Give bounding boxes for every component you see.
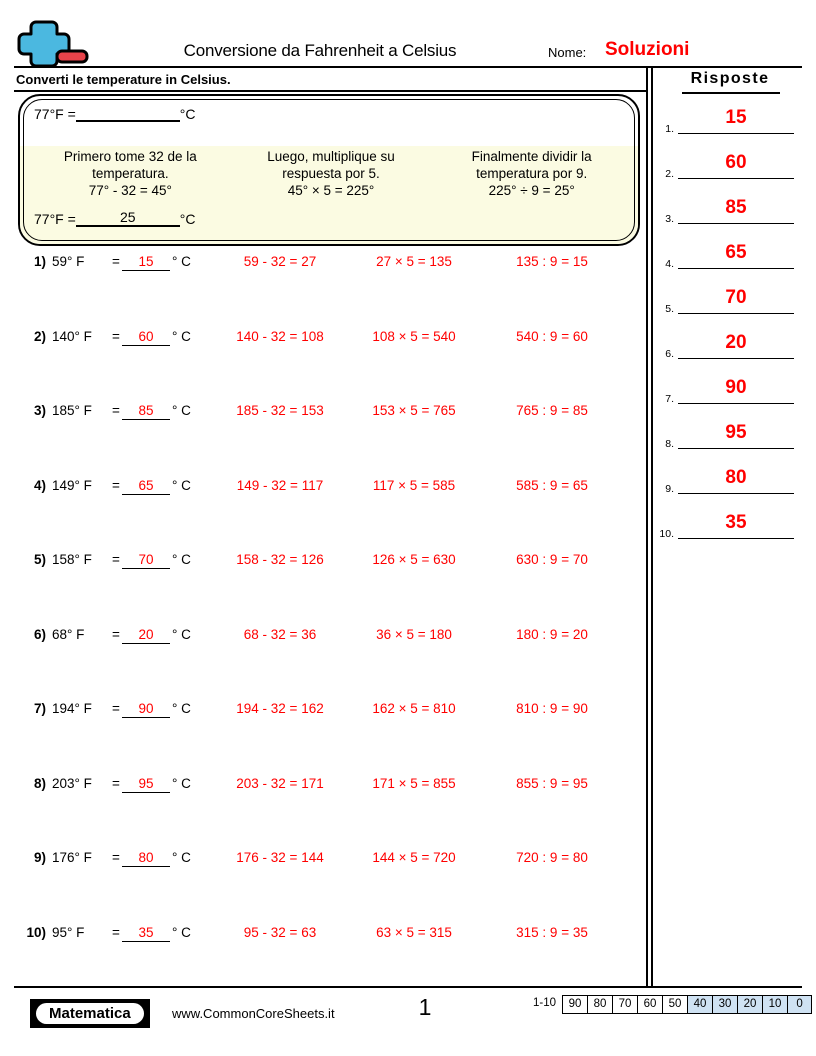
score-cell: 70: [612, 995, 637, 1014]
problem-step-3: 585 : 9 = 65: [516, 477, 588, 493]
problem-step-3: 135 : 9 = 15: [516, 254, 588, 269]
site-url: www.CommonCoreSheets.it: [172, 1006, 335, 1021]
answer-value[interactable]: 90: [678, 374, 794, 404]
answer-row: [652, 462, 816, 507]
example-step-1-line-1: Primero tome 32 de la: [63, 149, 197, 164]
score-cell: 20: [737, 995, 762, 1014]
example-box: [18, 94, 640, 246]
problem-step-3: 180 : 9 = 20: [516, 626, 588, 642]
problem-step-1: 68 - 32 = 36: [243, 626, 317, 642]
plus-minus-logo-icon: [14, 18, 100, 66]
problem-row: [0, 625, 648, 700]
answer-row: [652, 147, 816, 192]
problem-step-1: 176 - 32 = 144: [236, 850, 324, 865]
problem-row: [0, 252, 648, 327]
answer-number: 2.: [665, 168, 674, 180]
answer-value[interactable]: 85: [678, 194, 794, 224]
problem-answer-blank[interactable]: 65: [122, 478, 170, 495]
answer-row: [652, 282, 816, 327]
problem-number: 6): [33, 626, 46, 642]
problem-equals: =: [112, 403, 120, 418]
problem-equals: =: [112, 477, 120, 493]
problem-answer-blank[interactable]: 95: [122, 776, 170, 793]
problem-step-1: 194 - 32 = 162: [236, 701, 324, 716]
problem-step-1: 158 - 32 = 126: [236, 552, 324, 567]
example-step-2-line-3: 45° × 5 = 225°: [287, 183, 375, 198]
answer-number: 10.: [659, 528, 674, 540]
problem-step-2: 153 × 5 = 765: [372, 403, 456, 418]
problem-celsius-unit: ° C: [172, 850, 191, 865]
problem-step-3: 315 : 9 = 35: [516, 924, 588, 940]
score-cell: 80: [587, 995, 612, 1014]
score-cell: 40: [687, 995, 712, 1014]
problem-row: [0, 550, 648, 625]
problem-number: 8): [33, 775, 46, 791]
answers-panel: [652, 68, 816, 986]
example-prompt-top-prefix: 77°F =: [34, 106, 76, 122]
score-cells: [562, 995, 812, 1014]
answers-panel-title-underline: [682, 92, 780, 94]
problem-step-2: 27 × 5 = 135: [376, 254, 452, 269]
problem-celsius-unit: ° C: [172, 626, 191, 642]
example-step-3-line-3: 225° ÷ 9 = 25°: [488, 183, 575, 198]
problem-row: [0, 476, 648, 551]
problem-row: [0, 848, 648, 923]
problem-step-3: 720 : 9 = 80: [516, 850, 588, 865]
example-step-2-line-1: Luego, multiplique su: [267, 149, 395, 164]
score-cell: 50: [662, 995, 687, 1014]
score-cell: 0: [787, 995, 812, 1014]
problem-celsius-unit: ° C: [172, 552, 191, 567]
problem-fahrenheit: 194° F: [52, 701, 92, 716]
problem-fahrenheit: 158° F: [52, 552, 92, 567]
answer-value[interactable]: 15: [678, 104, 794, 134]
problem-celsius-unit: ° C: [172, 775, 191, 791]
problem-row: [0, 699, 648, 774]
problem-fahrenheit: 140° F: [52, 328, 92, 344]
problem-step-2: 162 × 5 = 810: [372, 701, 456, 716]
problem-number: 1): [33, 254, 46, 269]
problem-step-2: 36 × 5 = 180: [376, 626, 452, 642]
score-cell: 30: [712, 995, 737, 1014]
example-step-2-line-2: respuesta por 5.: [282, 166, 380, 181]
example-step-3: [431, 148, 632, 199]
problem-step-2: 144 × 5 = 720: [372, 850, 456, 865]
problem-step-1: 140 - 32 = 108: [236, 328, 324, 344]
example-steps: [30, 148, 632, 199]
problem-fahrenheit: 149° F: [52, 477, 92, 493]
answer-value[interactable]: 95: [678, 419, 794, 449]
example-step-1-line-3: 77° - 32 = 45°: [88, 183, 172, 198]
problem-step-2: 63 × 5 = 315: [376, 924, 452, 940]
answer-number: 5.: [665, 303, 674, 315]
problem-equals: =: [112, 850, 120, 865]
problem-row: [0, 774, 648, 849]
example-prompt-bottom-prefix: 77°F =: [34, 211, 76, 227]
example-step-3-line-1: Finalmente dividir la: [471, 149, 592, 164]
problem-step-2: 171 × 5 = 855: [372, 775, 456, 791]
problem-celsius-unit: ° C: [172, 328, 191, 344]
problem-step-2: 126 × 5 = 630: [372, 552, 456, 567]
problem-fahrenheit: 68° F: [52, 626, 85, 642]
problem-equals: =: [112, 924, 120, 940]
problem-step-3: 765 : 9 = 85: [516, 403, 588, 418]
problem-equals: =: [112, 701, 120, 716]
score-table: [531, 995, 812, 1014]
answer-number: 1.: [665, 123, 674, 135]
problem-equals: =: [112, 626, 120, 642]
answer-value[interactable]: 60: [678, 149, 794, 179]
example-prompt-top-blank[interactable]: [76, 105, 180, 122]
page-footer: [0, 986, 816, 1056]
example-step-1: [30, 148, 231, 199]
problem-number: 5): [33, 552, 46, 567]
answer-number: 6.: [665, 348, 674, 360]
footer-divider: [14, 986, 802, 988]
problem-row: [0, 401, 648, 476]
answer-row: [652, 507, 816, 552]
example-prompt-bottom-blank[interactable]: 25: [76, 210, 180, 227]
answer-row: [652, 417, 816, 462]
problem-step-3: 630 : 9 = 70: [516, 552, 588, 567]
problem-answer-blank[interactable]: 85: [122, 403, 170, 420]
problem-fahrenheit: 185° F: [52, 403, 92, 418]
problem-celsius-unit: ° C: [172, 477, 191, 493]
name-label: Nome:: [548, 45, 587, 60]
problem-equals: =: [112, 254, 120, 269]
problem-step-2: 108 × 5 = 540: [372, 328, 456, 344]
problem-number: 7): [33, 701, 46, 716]
answer-row: [652, 372, 816, 417]
example-step-3-line-2: temperatura por 9.: [476, 166, 588, 181]
example-prompt-top-suffix: °C: [179, 106, 196, 122]
problem-step-3: 855 : 9 = 95: [516, 775, 588, 791]
problem-fahrenheit: 203° F: [52, 775, 92, 791]
problem-celsius-unit: ° C: [172, 403, 191, 418]
answer-number: 4.: [665, 258, 674, 270]
answer-number: 7.: [665, 393, 674, 405]
answer-row: [652, 192, 816, 237]
answer-value[interactable]: 20: [678, 329, 794, 359]
example-step-1-line-2: temperatura.: [92, 166, 169, 181]
problem-fahrenheit: 59° F: [52, 254, 85, 269]
problem-row: [0, 327, 648, 402]
name-value: Soluzioni: [605, 39, 690, 60]
answer-row: [652, 237, 816, 282]
example-prompt-top: [34, 105, 196, 122]
answer-value[interactable]: 35: [678, 509, 794, 539]
answer-row: [652, 102, 816, 147]
page-header: [0, 0, 816, 68]
problem-answer-blank[interactable]: 15: [122, 254, 170, 271]
problem-celsius-unit: ° C: [172, 254, 191, 269]
problem-step-1: 95 - 32 = 63: [243, 924, 317, 940]
page-title: Conversione da Fahrenheit a Celsius: [183, 41, 457, 60]
page-number: 1: [418, 994, 432, 1020]
problem-step-3: 540 : 9 = 60: [516, 328, 588, 344]
problem-answer-blank[interactable]: 20: [122, 627, 170, 644]
problem-celsius-unit: ° C: [172, 924, 191, 940]
example-prompt-bottom-suffix: °C: [179, 211, 196, 227]
problem-list: [0, 252, 648, 997]
score-cell: 90: [562, 995, 587, 1014]
answer-number: 8.: [665, 438, 674, 450]
instructions-text: Converti le temperature in Celsius.: [16, 72, 231, 87]
problem-step-1: 203 - 32 = 171: [236, 775, 324, 791]
problem-step-3: 810 : 9 = 90: [516, 701, 588, 716]
answer-value[interactable]: 80: [678, 464, 794, 494]
problem-equals: =: [112, 552, 120, 567]
problem-step-1: 59 - 32 = 27: [243, 254, 317, 269]
worksheet-body: [0, 68, 648, 978]
score-cell: 60: [637, 995, 662, 1014]
answer-value[interactable]: 65: [678, 239, 794, 269]
score-cell: 10: [762, 995, 787, 1014]
problem-answer-blank[interactable]: 60: [122, 329, 170, 346]
example-prompt-bottom: [34, 210, 196, 227]
problem-step-2: 117 × 5 = 585: [372, 477, 456, 493]
problem-number: 10): [26, 924, 46, 940]
answer-number: 3.: [665, 213, 674, 225]
problem-step-1: 185 - 32 = 153: [236, 403, 324, 418]
problem-fahrenheit: 176° F: [52, 850, 92, 865]
problem-number: 2): [33, 328, 46, 344]
subject-badge-label: Matematica: [36, 1003, 144, 1024]
answer-value[interactable]: 70: [678, 284, 794, 314]
problem-equals: =: [112, 328, 120, 344]
problem-number: 4): [33, 477, 46, 493]
answer-number: 9.: [665, 483, 674, 495]
instructions-divider: [14, 90, 648, 92]
answers-panel-title: Risposte: [690, 70, 770, 87]
answers-list: [652, 102, 816, 552]
problem-answer-blank[interactable]: 70: [122, 552, 170, 569]
problem-number: 9): [33, 850, 46, 865]
problem-fahrenheit: 95° F: [52, 924, 85, 940]
problem-answer-blank[interactable]: 35: [122, 925, 170, 942]
problem-equals: =: [112, 775, 120, 791]
answer-row: [652, 327, 816, 372]
subject-badge: [30, 999, 150, 1028]
problem-answer-blank[interactable]: 90: [122, 701, 170, 718]
example-step-2: [231, 148, 432, 199]
problem-step-1: 149 - 32 = 117: [236, 477, 324, 493]
problem-celsius-unit: ° C: [172, 701, 191, 716]
problem-answer-blank[interactable]: 80: [122, 850, 170, 867]
score-range-label: 1-10: [533, 997, 557, 1009]
problem-number: 3): [33, 403, 46, 418]
